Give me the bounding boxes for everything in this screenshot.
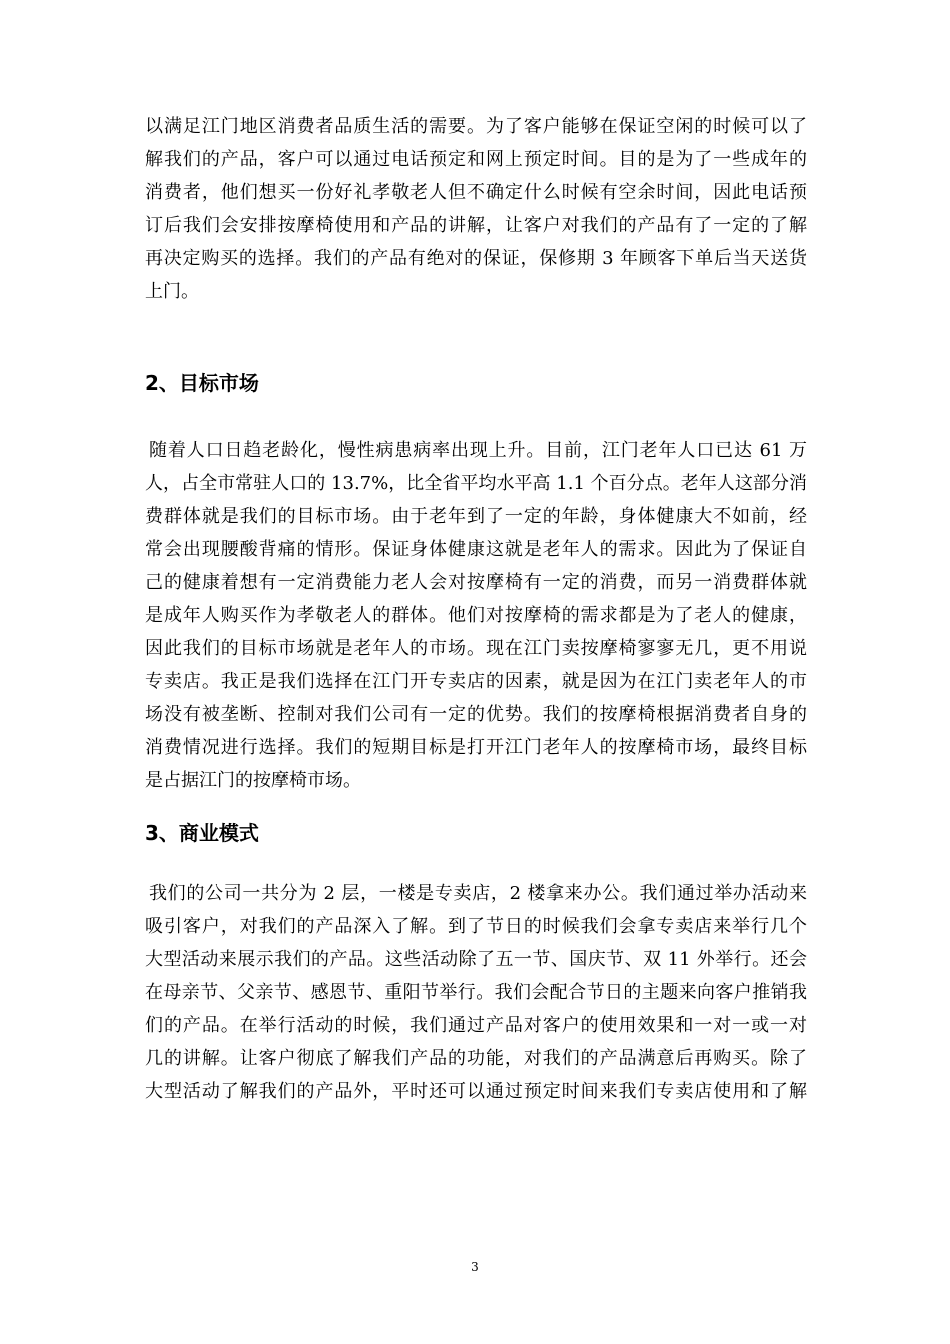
- text-line: 以满足江门地区消费者品质生活的需要。为了客户能够在保证空闲的时候可以了: [145, 116, 807, 137]
- business-model-paragraph: [145, 877, 807, 1108]
- text-line: 几的讲解。让客户彻底了解我们产品的功能，对我们的产品满意后再购买。除了: [145, 1048, 807, 1069]
- text-line: 因此我们的目标市场就是老年人的市场。现在江门卖按摩椅寥寥无几，更不用说: [145, 638, 807, 659]
- text-line: 人，占全市常驻人口的 13.7%，比全省平均水平高 1.1 个百分点。老年人这部分消: [145, 473, 807, 494]
- text-line: 是成年人购买作为孝敬老人的群体。他们对按摩椅的需求都是为了老人的健康，: [145, 605, 807, 626]
- text-line: 们的产品。在举行活动的时候，我们通过产品对客户的使用效果和一对一或一对: [145, 1015, 807, 1036]
- text-line: 己的健康着想有一定消费能力老人会对按摩椅有一定的消费，而另一消费群体就: [145, 572, 807, 593]
- text-line: 场没有被垄断、控制对我们公司有一定的优势。我们的按摩椅根据消费者自身的: [145, 704, 807, 725]
- text-line: 吸引客户，对我们的产品深入了解。到了节日的时候我们会拿专卖店来举行几个: [145, 916, 807, 937]
- text-line: 上门。: [145, 281, 199, 302]
- text-line: 专卖店。我正是我们选择在江门开专卖店的因素，就是因为在江门卖老年人的市: [145, 671, 807, 692]
- text-line: 消费情况进行选择。我们的短期目标是打开江门老年人的按摩椅市场，最终目标: [145, 737, 807, 758]
- text-line: 再决定购买的选择。我们的产品有绝对的保证，保修期 3 年顾客下单后当天送货: [145, 248, 807, 269]
- heading-business-model: 3、商业模式: [145, 821, 259, 845]
- text-line: 我们的公司一共分为 2 层，一楼是专卖店，2 楼拿来办公。我们通过举办活动来: [149, 883, 807, 904]
- text-line: 大型活动了解我们的产品外，平时还可以通过预定时间来我们专卖店使用和了解: [145, 1081, 807, 1102]
- text-line: 消费者，他们想买一份好礼孝敬老人但不确定什么时候有空余时间，因此电话预: [145, 182, 807, 203]
- text-line: 订后我们会安排按摩椅使用和产品的讲解，让客户对我们的产品有了一定的了解: [145, 215, 807, 236]
- text-line: 常会出现腰酸背痛的情形。保证身体健康这就是老年人的需求。因此为了保证自: [145, 539, 807, 560]
- page-number: 3: [471, 1260, 479, 1274]
- text-line: 费群体就是我们的目标市场。由于老年到了一定的年龄，身体健康大不如前，经: [145, 506, 807, 527]
- text-line: 在母亲节、父亲节、感恩节、重阳节举行。我们会配合节日的主题来向客户推销我: [145, 982, 807, 1003]
- text-line: 是占据江门的按摩椅市场。: [145, 770, 361, 791]
- intro-paragraph: [145, 110, 807, 308]
- text-line: 随着人口日趋老龄化，慢性病患病率出现上升。目前，江门老年人口已达 61 万: [149, 440, 807, 461]
- heading-target-market: 2、目标市场: [145, 371, 259, 395]
- text-line: 大型活动来展示我们的产品。这些活动除了五一节、国庆节、双 11 外举行。还会: [145, 949, 807, 970]
- text-line: 解我们的产品，客户可以通过电话预定和网上预定时间。目的是为了一些成年的: [145, 149, 807, 170]
- target-market-paragraph: [145, 434, 807, 797]
